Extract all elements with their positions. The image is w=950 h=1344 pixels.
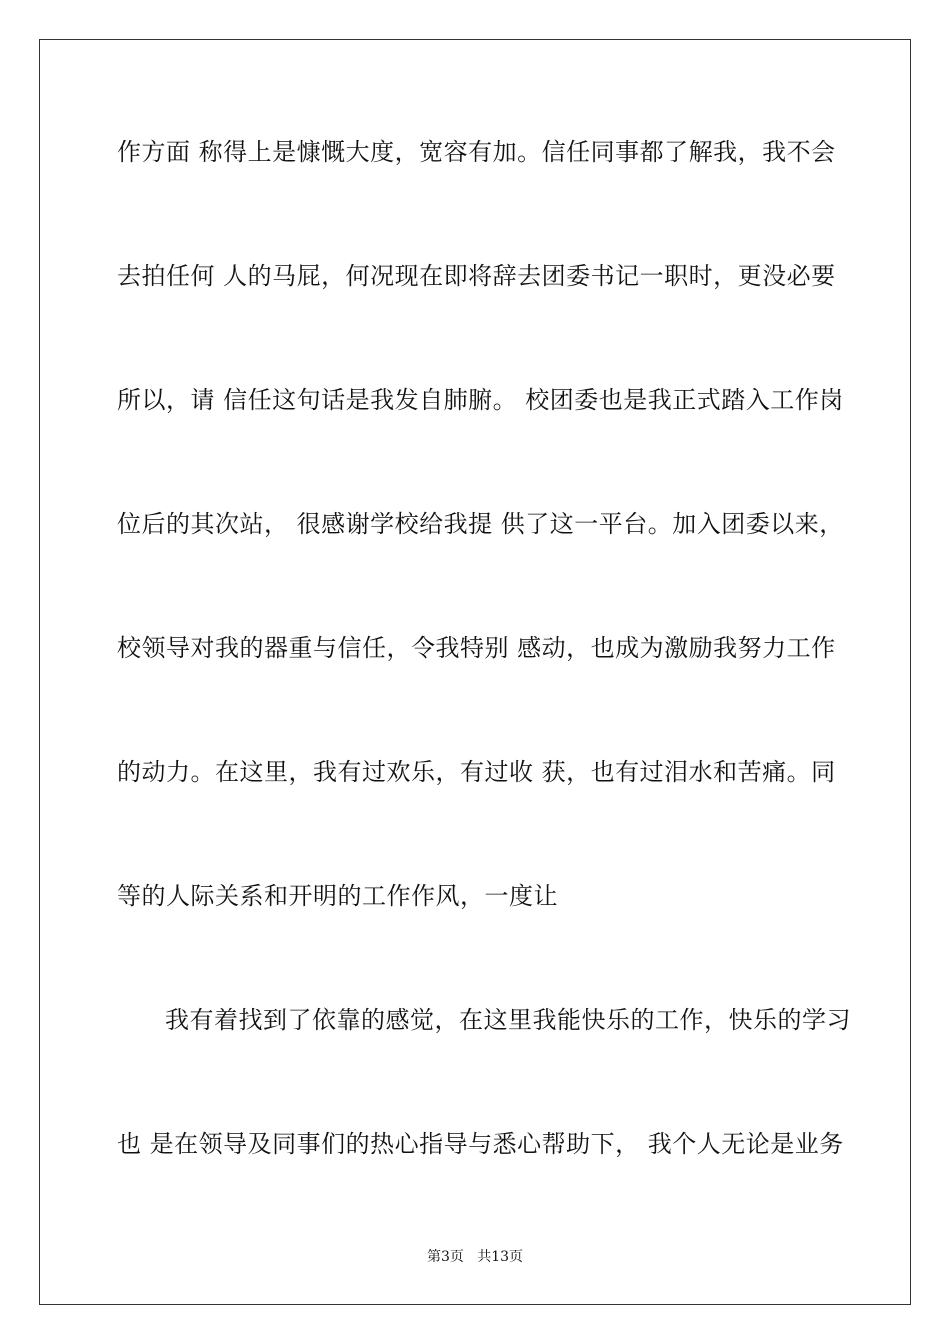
text-line-3: 所以，请 信任这句话是我发自肺腑。 校团委也是我正式踏入工作岗 <box>117 386 844 414</box>
text-line-2: 去拍任何 人的马屁，何况现在即将辞去团委书记一职时，更没必要 <box>117 262 836 290</box>
text-line-9: 也 是在领导及同事们的热心指导与悉心帮助下， 我个人无论是业务 <box>117 1130 844 1158</box>
page-border <box>39 39 911 1305</box>
text-line-5: 校领导对我的器重与信任，令我特别 感动，也成为激励我努力工作 <box>117 634 836 662</box>
text-line-4: 位后的其次站， 很感谢学校给我提 供了这一平台。加入团委以来， <box>117 510 844 538</box>
text-line-6: 的动力。在这里，我有过欢乐，有过收 获，也有过泪水和苦痛。同 <box>117 758 836 786</box>
text-line-8: 我有着找到了依靠的感觉，在这里我能快乐的工作，快乐的学习 <box>165 1006 851 1034</box>
text-line-1: 作方面 称得上是慷慨大度，宽容有加。信任同事都了解我，我不会 <box>117 138 836 166</box>
text-line-7: 等的人际关系和开明的工作作风，一度让 <box>117 882 558 910</box>
page-number-footer: 第3页 共13页 <box>426 1249 524 1265</box>
